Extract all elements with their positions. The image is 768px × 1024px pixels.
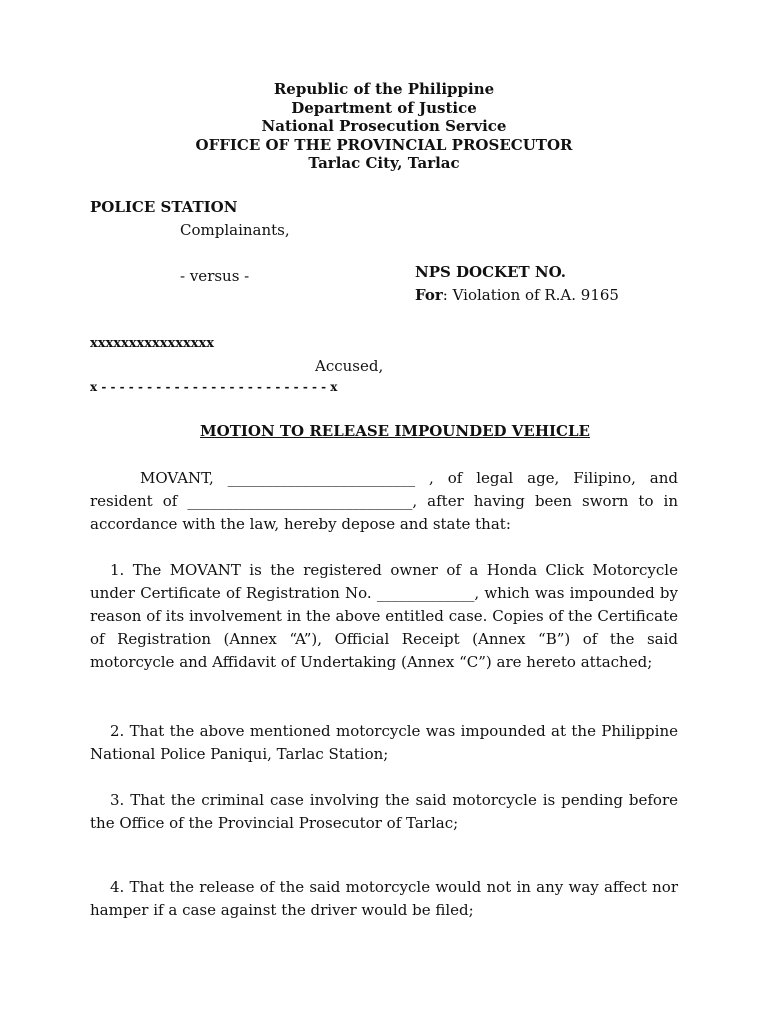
- header-republic: Republic of the Philippine: [273, 80, 495, 98]
- item-1: [90, 559, 678, 674]
- docket-label: NPS DOCKET NO.: [415, 263, 567, 281]
- accused-name: xxxxxxxxxxxxxxxx: [90, 336, 215, 351]
- item-3-text: 3. That the criminal case involving the said motorcycle is pending before the Office of the Provincial Prosecutor of Tarlac;: [90, 791, 678, 832]
- motion-title: MOTION TO RELEASE IMPOUNDED VEHICLE: [200, 422, 590, 440]
- intro-text: MOVANT, _________________________ , of legal age, Filipino, and resident of ______________________________, after having been sworn to in accordance with the law, hereby depose and state that:: [90, 469, 678, 533]
- accused-label: Accused,: [315, 357, 384, 375]
- charge-line: [415, 286, 619, 304]
- item-4: [90, 876, 678, 922]
- header-department: Department of Justice: [291, 98, 477, 117]
- caption-separator: x - - - - - - - - - - - - - - - - - - - - - - - - - x: [90, 380, 338, 394]
- complainant-name: POLICE STATION: [90, 198, 238, 216]
- complainants-label: Complainants,: [180, 221, 290, 239]
- versus-label: - versus -: [180, 267, 250, 285]
- document-header: [0, 80, 768, 173]
- header-office: OFFICE OF THE PROVINCIAL PROSECUTOR: [195, 135, 573, 154]
- item-4-text: 4. That the release of the said motorcycle would not in any way affect nor hamper if a case against the driver would be filed;: [90, 878, 678, 919]
- header-service: National Prosecution Service: [261, 117, 507, 135]
- item-2-text: 2. That the above mentioned motorcycle was impounded at the Philippine National Police Paniqui, Tarlac Station;: [90, 722, 678, 763]
- intro-paragraph: [90, 467, 678, 536]
- header-city: Tarlac City, Tarlac: [308, 154, 460, 172]
- for-label: For: [415, 286, 443, 304]
- charge-value: : Violation of R.A. 9165: [442, 286, 619, 304]
- item-2: [90, 720, 678, 766]
- item-1-text: 1. The MOVANT is the registered owner of a Honda Click Motorcycle under Certificate of Registration No. _____________, which was impounded by reason of its involvement in the above entitled case. Copies of the Certificate of Registration (Annex “A”), Official Receipt (Annex “B”) of the said motorcycle and Affidavit of Undertaking (Annex “C”) are hereto attached;: [90, 561, 678, 671]
- item-3: [90, 789, 678, 835]
